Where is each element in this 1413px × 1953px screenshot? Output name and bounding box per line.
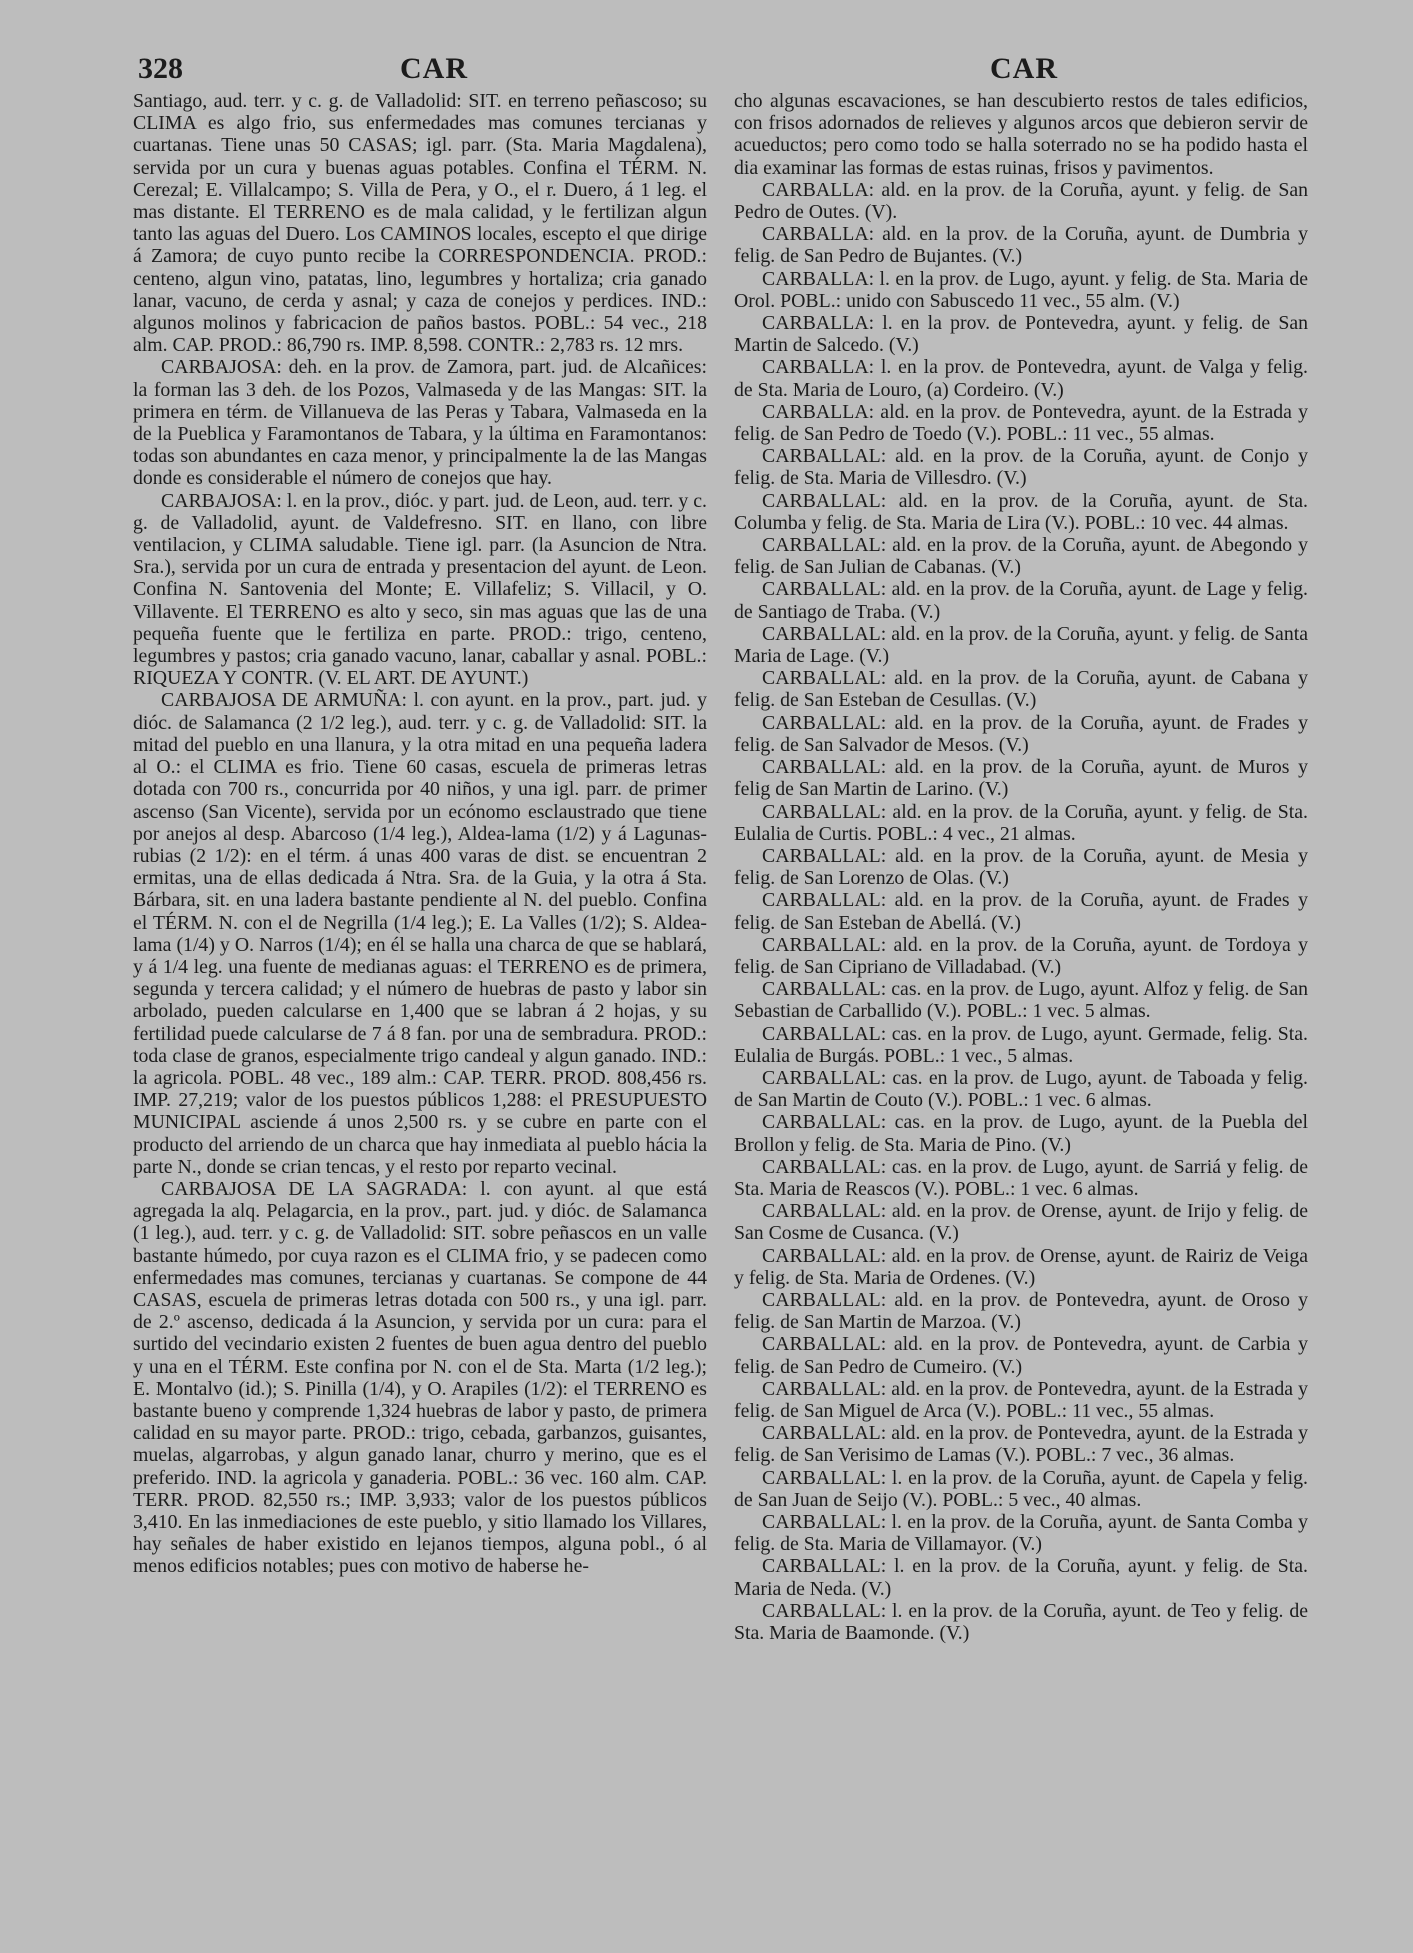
- entry-paragraph: CARBALLAL: ald. en la prov. de la Coruña, ayunt. de Frades y felig. de San Salvador de Mesos. (V.): [734, 711, 1308, 756]
- entry-paragraph: CARBALLAL: ald. en la prov. de la Coruña, ayunt. de Mesia y felig. de San Lorenzo de Olas. (V.): [734, 844, 1308, 890]
- entry-paragraph: CARBALLAL: cas. en la prov. de Lugo, ayunt. de Taboada y felig. de San Martin de Couto (V.). POBL.: 1 vec. 6 almas.: [734, 1066, 1308, 1112]
- entry-paragraph: CARBALLAL: ald. en la prov. de la Coruña, ayunt. de Frades y felig. de San Esteban de Abellá. (V.): [734, 889, 1308, 934]
- entry-paragraph: CARBALLAL: ald. en la prov. de la Coruña, ayunt. de Sta. Columba y felig. de Sta. Maria de Lira (V.). POBL.: 10 vec. 44 almas.: [734, 489, 1308, 534]
- entry-paragraph: CARBALLAL: cas. en la prov. de Lugo, ayunt. Alfoz y felig. de San Sebastian de Carballido (V.). POBL.: 1 vec. 5 almas.: [734, 978, 1308, 1023]
- entry-paragraph: CARBALLAL: ald. en la prov. de la Coruña, ayunt. de Cabana y felig. de San Esteban de Cesullas. (V.): [734, 667, 1308, 712]
- running-head-left: CAR: [400, 52, 468, 85]
- entry-paragraph: CARBALLAL: ald. en la prov. de la Coruña, ayunt. y felig. de Sta. Eulalia de Curtis. POBL.: 4 vec., 21 almas.: [734, 800, 1308, 845]
- entry-paragraph: CARBALLAL: l. en la prov. de la Coruña, ayunt. de Santa Comba y felig. de Sta. Maria de Villamayor. (V.): [734, 1511, 1308, 1556]
- entry-paragraph: CARBAJOSA: deh. en la prov. de Zamora, part. jud. de Alcañices: la forman las 3 deh. de los Pozos, Valmaseda y de las Mangas: SIT. la primera en térm. de Villanueva de las Peras y Tabara, Valmaseda en la de la Pueblica y Faramontanos de Tabara, y la última en Faramontanos: todas son abundantes en caza menor, y principalmente la de las Mangas donde es considerable el número de conejos que hay.: [133, 356, 707, 490]
- entry-paragraph: CARBALLAL: cas. en la prov. de Lugo, ayunt. de Sarriá y felig. de Sta. Maria de Reascos (V.). POBL.: 1 vec. 6 almas.: [734, 1155, 1308, 1200]
- entry-paragraph: CARBALLA: ald. en la prov. de la Coruña, ayunt. de Dumbria y felig. de San Pedro de Bujantes. (V.): [734, 223, 1308, 268]
- entry-paragraph: CARBALLA: l. en la prov. de Pontevedra, ayunt. de Valga y felig. de Sta. Maria de Louro, (a) Cordeiro. (V.): [734, 356, 1308, 401]
- entry-paragraph: CARBALLA: l. en la prov. de Pontevedra, ayunt. y felig. de San Martin de Salcedo. (V.): [734, 312, 1308, 357]
- running-head-right: CAR: [990, 52, 1058, 85]
- page-number: 328: [138, 52, 183, 85]
- entry-paragraph: cho algunas escavaciones, se han descubierto restos de tales edificios, con frisos adornados de relieves y algunos arcos que debieron servir de acueductos; pero como todo se halla soterrado no se ha podido hasta el dia examinar las formas de estas ruinas, frisos y pavimentos.: [734, 90, 1308, 179]
- entry-paragraph: CARBALLAL: ald. en la prov. de Pontevedra, ayunt. de la Estrada y felig. de San Miguel de Arca (V.). POBL.: 11 vec., 55 almas.: [734, 1377, 1308, 1422]
- entry-paragraph: CARBAJOSA: l. en la prov., dióc. y part. jud. de Leon, aud. terr. y c. g. de Valladolid, ayunt. de Valdefresno. SIT. en llano, con libre ventilacion, y CLIMA saludable. Tiene igl. parr. (la Asuncion de Ntra. Sra.), servida por un cura de entrada y presentacion del ayunt. de Leon. Confina N. Santovenia del Monte; E. Villafeliz; S. Villacil, y O. Villavente. El TERRENO es alto y seco, sin mas aguas que las de una pequeña fuente que le fertiliza en parte. PROD.: trigo, centeno, legumbres y pastos; cria ganado vacuno, lanar, caballar y asnal. POBL.: RIQUEZA Y CONTR. (V. EL ART. DE AYUNT.): [133, 489, 707, 690]
- entry-paragraph: CARBAJOSA DE LA SAGRADA: l. con ayunt. al que está agregada la alq. Pelagarcia, en la prov., part. jud. y dióc. de Salamanca (1 leg.), aud. terr. y c. g. de Valladolid: SIT. sobre peñascos en un valle bastante húmedo, por cuya razon es el CLIMA frio, y se padecen como enfermedades mas comunes, tercianas y cuartanas. Se compone de 44 CASAS, escuela de primeras letras dotada con 500 rs., y una igl. parr. de 2.º ascenso, dedicada á la Asuncion, y servida por un cura: para el surtido del vecindario existen 2 fuentes de buen agua dentro del pueblo y una en el TÉRM. Este confina por N. con el de Sta. Marta (1/2 leg.); E. Montalvo (id.); S. Pinilla (1/4), y O. Arapiles (1/2): el TERRENO es bastante bueno y comprende 1,324 huebras de labor y pasto, de primera calidad en su mayor parte. PROD.: trigo, cebada, garbanzos, guisantes, muelas, algarrobas, y algun ganado lanar, churro y merino, que es el preferido. IND. la agricola y ganaderia. POBL.: 36 vec. 160 alm. CAP. TERR. PROD. 82,550 rs.; IMP. 3,933; valor de los puestos públicos 3,410. En las inmediaciones de este pueblo, y sitio llamado los Villares, hay señales de haber existido en lejanos tiempos, alguna pobl., ó al menos edificios notables; pues con motivo de haberse he-: [133, 1177, 707, 1578]
- entry-paragraph: CARBALLAL: l. en la prov. de la Coruña, ayunt. y felig. de Sta. Maria de Neda. (V.): [734, 1555, 1308, 1600]
- entry-paragraph: CARBALLAL: cas. en la prov. de Lugo, ayunt. Germade, felig. Sta. Eulalia de Burgás. POBL.: 1 vec., 5 almas.: [734, 1022, 1308, 1067]
- entry-paragraph: CARBALLA: ald. en la prov. de Pontevedra, ayunt. de la Estrada y felig. de San Pedro de Toedo (V.). POBL.: 11 vec., 55 almas.: [734, 400, 1308, 446]
- entry-paragraph: CARBALLAL: ald. en la prov. de la Coruña, ayunt. de Abegondo y felig. de San Julian de Cabanas. (V.): [734, 534, 1308, 579]
- page-header: [128, 52, 1298, 92]
- right-column: [734, 90, 1308, 1850]
- entry-paragraph: CARBALLAL: ald. en la prov. de Pontevedra, ayunt. de Carbia y felig. de San Pedro de Cumeiro. (V.): [734, 1333, 1308, 1378]
- entry-paragraph: CARBAJOSA DE ARMUÑA: l. con ayunt. en la prov., part. jud. y dióc. de Salamanca (2 1/2 leg.), aud. terr. y c. g. de Valladolid: SIT. la mitad del pueblo en una llanura, y la otra mitad en una pequeña ladera al O.: el CLIMA es frio. Tiene 60 casas, escuela de primeras letras dotada con 700 rs., concurrida por 40 niños, y una igl. parr. de primer ascenso (San Vicente), servida por un ecónomo esclaustrado que tiene por anejos al desp. Abarcoso (1/4 leg.), Aldea-lama (1/2) y á Lagunas-rubias (2 1/2): en el térm. á unas 400 varas de dist. se encuentran 2 ermitas, una de ellas dedicada á Ntra. Sra. de la Guia, y la otra á Sta. Bárbara, sit. en una ladera bastante pendiente al N. del pueblo. Confina el TÉRM. N. con el de Negrilla (1/4 leg.); E. La Valles (1/2); S. Aldea-lama (1/4) y O. Narros (1/4); en él se halla una charca de que se hablará, y á 1/4 leg. una fuente de medianas aguas: el TERRENO es de primera, segunda y tercera calidad; y el número de huebras de pasto y labor sin arbolado, pueden calcularse en 1,400 que se labran á 2 hojas, y su fertilidad puede calcularse de 7 á 8 fan. por una de sembradura. PROD.: toda clase de granos, especialmente trigo candeal y algun ganado. IND.: la agricola. POBL. 48 vec., 189 alm.: CAP. TERR. PROD. 808,456 rs. IMP. 27,219; valor de los puestos públicos 1,288: el PRESUPUESTO MUNICIPAL asciende á unos 2,500 rs. y se cubre en parte con el producto del arriendo de un charca que hay inmediata al pueblo hácia la parte N., donde se crian tencas, y el resto por reparto vecinal.: [133, 689, 707, 1178]
- entry-paragraph: CARBALLAL: ald. en la prov. de Orense, ayunt. de Rairiz de Veiga y felig. de Sta. Maria de Ordenes. (V.): [734, 1244, 1308, 1289]
- entry-paragraph: CARBALLAL: ald. en la prov. de la Coruña, ayunt. de Tordoya y felig. de San Cipriano de Villadabad. (V.): [734, 933, 1308, 978]
- entry-paragraph: CARBALLAL: cas. en la prov. de Lugo, ayunt. de la Puebla del Brollon y felig. de Sta. Maria de Pino. (V.): [734, 1111, 1308, 1156]
- entry-paragraph: CARBALLAL: ald. en la prov. de la Coruña, ayunt. de Lage y felig. de Santiago de Traba. (V.): [734, 578, 1308, 623]
- entry-paragraph: CARBALLAL: ald. en la prov. de Orense, ayunt. de Irijo y felig. de San Cosme de Cusanca. (V.): [734, 1200, 1308, 1245]
- entry-paragraph: CARBALLA: l. en la prov. de Lugo, ayunt. y felig. de Sta. Maria de Orol. POBL.: unido con Sabuscedo 11 vec., 55 alm. (V.): [734, 267, 1308, 312]
- entry-paragraph: CARBALLAL: ald. en la prov. de la Coruña, ayunt. de Muros y felig de San Martin de Larino. (V.): [734, 756, 1308, 801]
- entry-paragraph: CARBALLA: ald. en la prov. de la Coruña, ayunt. y felig. de San Pedro de Outes. (V).: [734, 178, 1308, 224]
- entry-paragraph: CARBALLAL: ald. en la prov. de la Coruña, ayunt. y felig. de Santa Maria de Lage. (V.): [734, 622, 1308, 668]
- entry-paragraph: Santiago, aud. terr. y c. g. de Valladolid: SIT. en terreno peñascoso; su CLIMA es algo frio, sus enfermedades mas comunes tercianas y cuartanas. Tiene unas 50 CASAS; igl. parr. (Sta. Maria Magdalena), servida por un cura y buenas aguas potables. Confina el TÉRM. N. Cerezal; E. Villalcampo; S. Villa de Pera, y O., el r. Duero, á 1 leg. el mas distante. El TERRENO es de mala calidad, y le fertilizan algun tanto las aguas del Duero. Los CAMINOS locales, escepto el que dirige á Zamora; de cuyo punto recibe la CORRESPONDENCIA. PROD.: centeno, algun vino, patatas, lino, legumbres y hortaliza; cria ganado lanar, vacuno, de cerda y asnal; y caza de conejos y perdices. IND.: algunos molinos y fabricacion de paños bastos. POBL.: 54 vec., 218 alm. CAP. PROD.: 86,790 rs. IMP. 8,598. CONTR.: 2,783 rs. 12 mrs.: [133, 90, 707, 357]
- entry-paragraph: CARBALLAL: ald. en la prov. de Pontevedra, ayunt. de Oroso y felig. de San Martin de Marzoa. (V.): [734, 1288, 1308, 1334]
- entry-paragraph: CARBALLAL: l. en la prov. de la Coruña, ayunt. de Capela y felig. de San Juan de Seijo (V.). POBL.: 5 vec., 40 almas.: [734, 1466, 1308, 1511]
- entry-paragraph: CARBALLAL: l. en la prov. de la Coruña, ayunt. de Teo y felig. de Sta. Maria de Baamonde. (V.): [734, 1599, 1308, 1645]
- entry-paragraph: CARBALLAL: ald. en la prov. de Pontevedra, ayunt. de la Estrada y felig. de San Verisimo de Lamas (V.). POBL.: 7 vec., 36 almas.: [734, 1422, 1308, 1467]
- entry-paragraph: CARBALLAL: ald. en la prov. de la Coruña, ayunt. de Conjo y felig. de Sta. Maria de Villesdro. (V.): [734, 445, 1308, 490]
- left-column: [133, 90, 707, 1850]
